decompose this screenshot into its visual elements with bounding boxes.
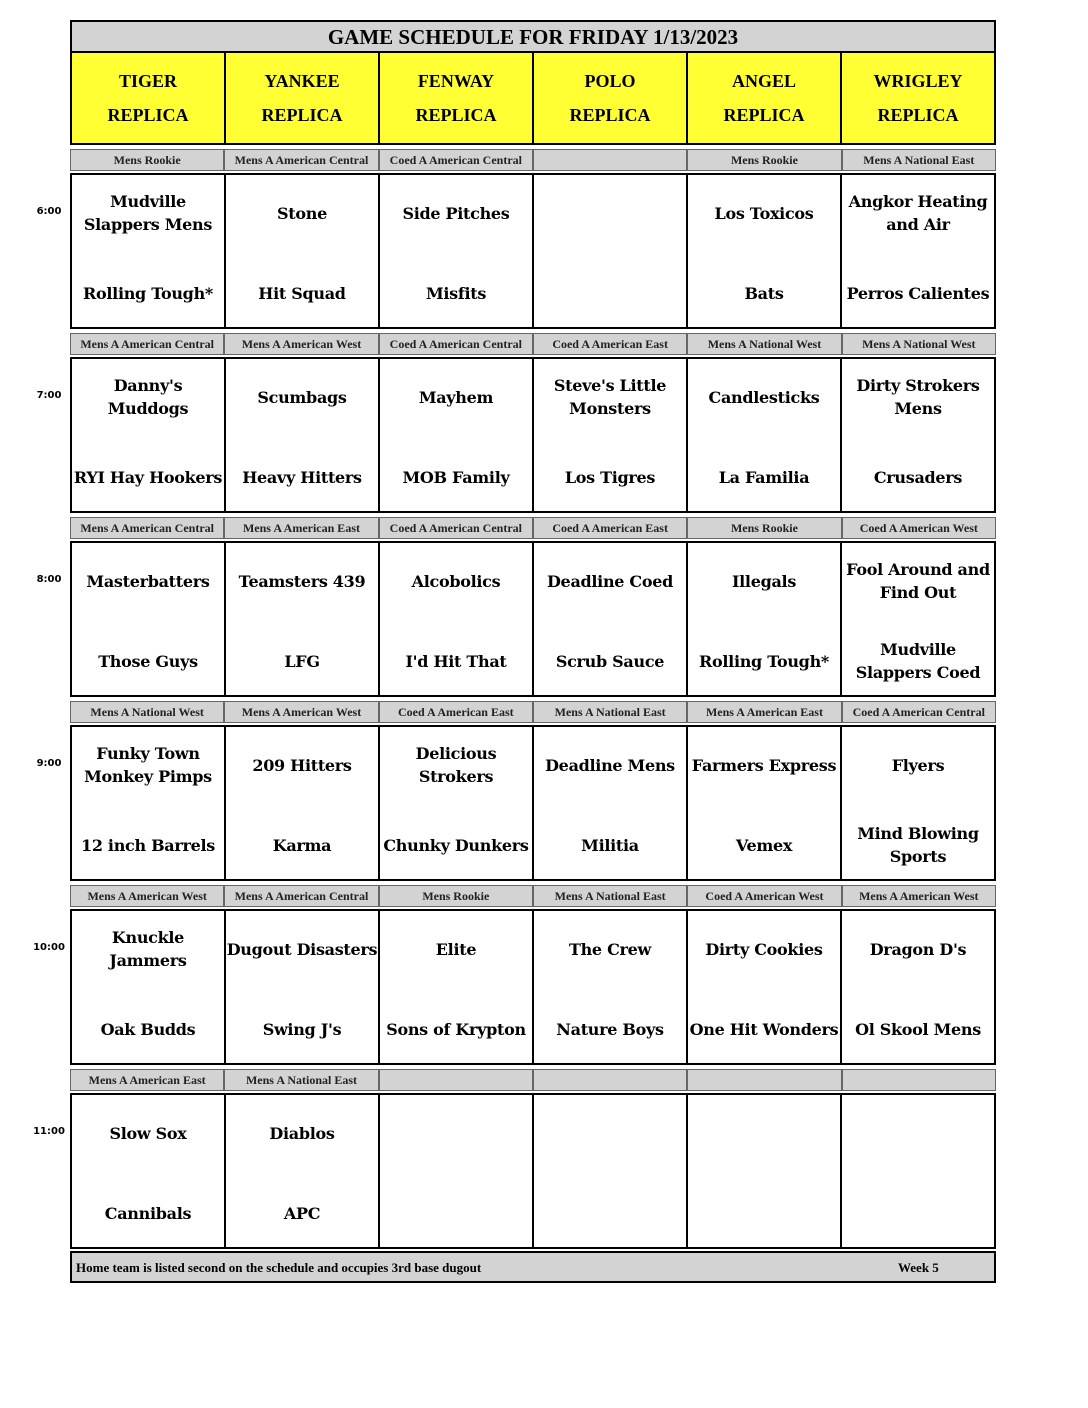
away-team: Flyers (891, 755, 945, 775)
division-label: Mens A American West (224, 333, 378, 355)
game-cell (688, 175, 842, 327)
home-team: Rolling Tough* (699, 651, 829, 671)
home-team: Vemex (735, 835, 793, 855)
field-sub: REPLICA (569, 105, 651, 125)
away-team (380, 1109, 532, 1157)
away-team: Funky Town Monkey Pimps (84, 744, 212, 786)
away-team (842, 1109, 994, 1157)
away-team (534, 1109, 686, 1157)
away-team: Los Toxicos (714, 203, 814, 223)
game-cell (842, 175, 994, 327)
division-label: Coed A American Central (379, 517, 533, 539)
time-slot (36, 517, 996, 697)
schedule-title: GAME SCHEDULE FOR FRIDAY 1/13/2023 (70, 20, 996, 53)
game-cell (688, 1095, 842, 1247)
home-team: Ol Skool Mens (855, 1019, 981, 1039)
division-row (70, 701, 996, 723)
home-team: Mudville Slappers Coed (855, 640, 981, 682)
field-header-yankee (226, 53, 380, 145)
home-team: Misfits (425, 283, 487, 303)
away-team: Teamsters 439 (238, 571, 366, 591)
games-row (70, 1093, 996, 1249)
away-team: Knuckle Jammers (109, 928, 187, 970)
field-header-tiger (72, 53, 226, 145)
game-cell (380, 1095, 534, 1247)
home-team: Oak Budds (100, 1019, 196, 1039)
time-label: 9:00 (36, 758, 62, 769)
division-label: Coed A American Central (379, 333, 533, 355)
field-header-polo (534, 53, 688, 145)
home-team: Karma (272, 835, 332, 855)
game-cell (380, 543, 534, 695)
game-cell (688, 359, 842, 511)
away-team: Alcobolics (411, 571, 501, 591)
field-sub: REPLICA (415, 105, 497, 125)
time-slot (33, 1069, 996, 1249)
game-cell (688, 727, 842, 879)
home-team: Mind Blowing Sports (857, 824, 979, 866)
division-label: Mens A American East (687, 701, 841, 723)
division-label: Mens Rookie (70, 149, 224, 171)
home-team: Chunky Dunkers (383, 835, 529, 855)
away-team: Scumbags (257, 387, 347, 407)
away-team: Mudville Slappers Mens (83, 192, 213, 234)
game-cell (380, 359, 534, 511)
division-label: Mens Rookie (687, 149, 841, 171)
division-label: Mens A American East (70, 1069, 224, 1091)
game-cell (226, 911, 380, 1063)
game-cell (534, 359, 688, 511)
home-team (534, 1189, 686, 1237)
away-team: Deadline Mens (545, 755, 675, 775)
division-label: Mens A American East (224, 517, 378, 539)
home-team: Los Tigres (564, 467, 656, 487)
away-team: Dugout Disasters (226, 939, 378, 959)
away-team: Dirty Strokers Mens (856, 376, 980, 418)
division-row (70, 885, 996, 907)
game-cell (380, 727, 534, 879)
away-team: Stone (277, 203, 327, 223)
time-label: 7:00 (36, 390, 62, 401)
field-sub: REPLICA (261, 105, 343, 125)
division-label: Mens A National East (533, 885, 687, 907)
away-team: Steve's Little Monsters (553, 376, 667, 418)
games-row (70, 173, 996, 329)
home-team (688, 1189, 840, 1237)
home-team: MOB Family (402, 467, 510, 487)
game-cell (226, 727, 380, 879)
away-team: Delicious Strokers (415, 744, 497, 786)
division-label: Mens A American West (224, 701, 378, 723)
division-label (379, 1069, 533, 1091)
time-label: 11:00 (33, 1126, 65, 1137)
time-label: 8:00 (36, 574, 62, 585)
home-team: Heavy Hitters (242, 467, 362, 487)
home-team: APC (283, 1203, 321, 1223)
home-team: Swing J's (262, 1019, 342, 1039)
home-team: 12 inch Barrels (80, 835, 215, 855)
game-cell (534, 543, 688, 695)
game-cell (842, 911, 994, 1063)
game-cell (380, 911, 534, 1063)
division-row (70, 333, 996, 355)
division-label: Mens A National East (533, 701, 687, 723)
field-name: ANGEL (731, 71, 796, 91)
time-slots (33, 149, 996, 1249)
game-cell (226, 359, 380, 511)
away-team: 209 Hitters (252, 755, 352, 775)
division-label: Mens A American Central (70, 517, 224, 539)
division-label: Coed A American East (533, 517, 687, 539)
field-header-wrigley (842, 53, 996, 145)
away-team: Danny's Muddogs (107, 376, 189, 418)
game-cell (842, 543, 994, 695)
division-label (533, 149, 687, 171)
game-cell (842, 359, 994, 511)
away-team: Candlesticks (708, 387, 820, 407)
home-team (534, 269, 686, 317)
home-team: Bats (744, 283, 784, 303)
home-team: One Hit Wonders (689, 1019, 839, 1039)
field-header-angel (688, 53, 842, 145)
division-label: Mens Rookie (379, 885, 533, 907)
field-sub: REPLICA (723, 105, 805, 125)
division-label: Mens Rookie (687, 517, 841, 539)
division-label: Mens A National East (224, 1069, 378, 1091)
division-label: Coed A American West (687, 885, 841, 907)
games-row (70, 725, 996, 881)
home-team: Perros Calientes (846, 283, 990, 303)
field-header-row (70, 53, 996, 145)
division-label (533, 1069, 687, 1091)
away-team: Elite (435, 939, 477, 959)
away-team: Fool Around and Find Out (846, 560, 990, 602)
division-label: Mens A National West (842, 333, 996, 355)
game-cell (380, 175, 534, 327)
home-team: I'd Hit That (405, 651, 507, 671)
game-cell (842, 727, 994, 879)
division-label: Mens A National West (687, 333, 841, 355)
time-slot (36, 333, 996, 513)
field-name: WRIGLEY (873, 71, 963, 91)
home-team: Those Guys (98, 651, 198, 671)
field-sub: REPLICA (877, 105, 959, 125)
division-label: Coed A American East (533, 333, 687, 355)
game-cell (534, 175, 688, 327)
game-cell (226, 175, 380, 327)
division-label: Mens A American Central (224, 149, 378, 171)
game-cell (534, 727, 688, 879)
division-label: Mens A National West (70, 701, 224, 723)
away-team: The Crew (568, 939, 651, 959)
away-team: Dirty Cookies (705, 939, 823, 959)
time-label: 6:00 (36, 206, 62, 217)
division-label (687, 1069, 841, 1091)
week-label: Week 5 (898, 1260, 939, 1275)
away-team: Deadline Coed (546, 571, 674, 591)
away-team: Masterbatters (86, 571, 210, 591)
game-cell (72, 911, 226, 1063)
division-row (70, 149, 996, 171)
home-team: RYI Hay Hookers (73, 467, 223, 487)
home-team: Scrub Sauce (555, 651, 665, 671)
division-row (70, 517, 996, 539)
division-label: Coed A American West (842, 517, 996, 539)
game-cell (226, 1095, 380, 1247)
division-label: Mens A American West (842, 885, 996, 907)
game-cell (72, 175, 226, 327)
away-team (534, 189, 686, 237)
field-header-fenway (380, 53, 534, 145)
home-team: LFG (284, 651, 320, 671)
home-team: Militia (581, 835, 639, 855)
schedule-footer (70, 1251, 996, 1283)
home-team: Cannibals (104, 1203, 192, 1223)
time-label: 10:00 (33, 942, 65, 953)
game-cell (842, 1095, 994, 1247)
division-label: Coed A American Central (379, 149, 533, 171)
away-team: Slow Sox (109, 1123, 187, 1143)
home-team: La Familia (718, 467, 810, 487)
division-label (842, 1069, 996, 1091)
field-sub: REPLICA (107, 105, 189, 125)
home-team (842, 1189, 994, 1237)
game-cell (72, 727, 226, 879)
away-team: Dragon D's (869, 939, 967, 959)
time-slot (33, 885, 996, 1065)
division-label: Mens A American Central (224, 885, 378, 907)
division-label: Mens A American West (70, 885, 224, 907)
home-team: Hit Squad (258, 283, 346, 303)
division-label: Coed A American East (379, 701, 533, 723)
division-label: Mens A National East (842, 149, 996, 171)
games-row (70, 357, 996, 513)
away-team: Side Pitches (402, 203, 510, 223)
division-label: Mens A American Central (70, 333, 224, 355)
home-team (380, 1189, 532, 1237)
away-team: Angkor Heating and Air (848, 192, 988, 234)
away-team: Mayhem (418, 387, 494, 407)
field-name: FENWAY (417, 71, 495, 91)
away-team: Diablos (269, 1123, 335, 1143)
game-cell (72, 543, 226, 695)
time-slot (36, 149, 996, 329)
home-team: Crusaders (873, 467, 963, 487)
game-cell (688, 543, 842, 695)
division-row (70, 1069, 996, 1091)
away-team: Illegals (731, 571, 797, 591)
away-team: Farmers Express (691, 755, 837, 775)
games-row (70, 909, 996, 1065)
schedule-sheet (33, 20, 996, 1283)
home-team: Nature Boys (556, 1019, 664, 1039)
game-cell (72, 359, 226, 511)
home-team: Rolling Tough* (83, 283, 213, 303)
game-cell (226, 543, 380, 695)
field-name: YANKEE (264, 71, 340, 91)
away-team (688, 1109, 840, 1157)
games-row (70, 541, 996, 697)
home-team: Sons of Krypton (386, 1019, 526, 1039)
game-cell (688, 911, 842, 1063)
game-cell (534, 911, 688, 1063)
game-cell (72, 1095, 226, 1247)
time-slot (36, 701, 996, 881)
footer-note: Home team is listed second on the schedule and occupies 3rd base dugout (76, 1260, 482, 1275)
division-label: Coed A American Central (842, 701, 996, 723)
field-name: TIGER (118, 71, 178, 91)
game-cell (534, 1095, 688, 1247)
field-name: POLO (584, 71, 636, 91)
